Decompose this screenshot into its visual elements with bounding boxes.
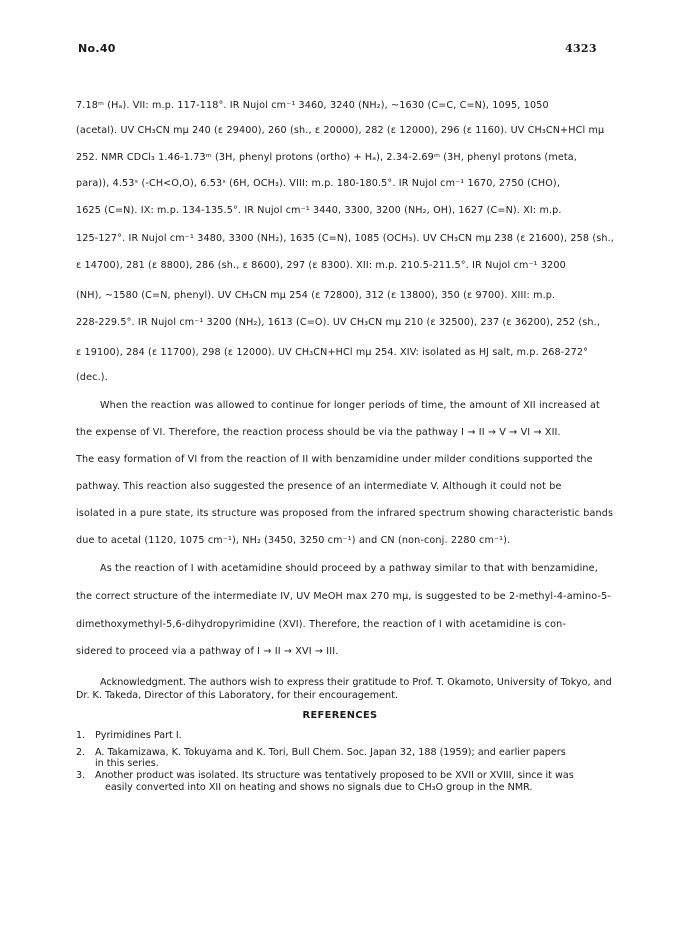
paragraph-line: pathway. This reaction also suggested the presence of an intermediate V. Although it could not be [76, 481, 562, 492]
journal-issue-number: No.40 [78, 42, 116, 55]
spectral-data-line: (NH), ~1580 (C=N, phenyl). UV CH₃CN mμ 254 (ε 72800), 312 (ε 13800), 350 (ε 9700). XIII: m.p. [76, 290, 556, 301]
spectral-data-line: (dec.). [76, 372, 108, 383]
paragraph-line: dimethoxymethyl-5,6-dihydropyrimidine (XVI). Therefore, the reaction of I with acetamidine is con- [76, 619, 566, 630]
paragraph-line: the expense of VI. Therefore, the reaction process should be via the pathway I → II → V → VI → XII. [76, 427, 561, 438]
paragraph-line: due to acetal (1120, 1075 cm⁻¹), NH₂ (3450, 3250 cm⁻¹) and CN (non-conj. 2280 cm⁻¹). [76, 535, 511, 546]
paragraph-line: The easy formation of VI from the reaction of II with benzamidine under milder conditions supported the [76, 454, 593, 465]
reference-text: Pyrimidines Part I. [95, 730, 182, 741]
reference-number: 1. [76, 730, 86, 741]
spectral-data-line: 1625 (C=N). IX: m.p. 134-135.5°. IR Nujol cm⁻¹ 3440, 3300, 3200 (NH₂, OH), 1627 (C=N). XI: m.p. [76, 205, 562, 216]
paragraph-line: When the reaction was allowed to continue for longer periods of time, the amount of XII increased at [100, 400, 600, 411]
spectral-data-line: 228-229.5°. IR Nujol cm⁻¹ 3200 (NH₂), 1613 (C=O). UV CH₃CN mμ 210 (ε 32500), 237 (ε 36200), 252 (sh., [76, 317, 601, 328]
spectral-data-line: 125-127°. IR Nujol cm⁻¹ 3480, 3300 (NH₂), 1635 (C=N), 1085 (OCH₃). UV CH₃CN mμ 238 (ε 21600), 258 (sh., [76, 233, 614, 244]
paragraph-line: the correct structure of the intermediate IV, UV MeOH max 270 mμ, is suggested to be 2-methyl-4-amino-5- [76, 591, 611, 602]
spectral-data-line: ε 14700), 281 (ε 8800), 286 (sh., ε 8600), 297 (ε 8300). XII: m.p. 210.5-211.5°. IR Nujol cm⁻¹ 3200 [76, 260, 566, 271]
paragraph-line: sidered to proceed via a pathway of I → II → XVI → III. [76, 646, 339, 657]
references-heading: REFERENCES [302, 710, 378, 721]
spectral-data-line: 7.18ᵐ (Hₐ). VII: m.p. 117-118°. IR Nujol cm⁻¹ 3460, 3240 (NH₂), ~1630 (C=C, C=N), 1095, 1050 [76, 100, 549, 111]
reference-number: 3. [76, 770, 86, 781]
reference-text: Another product was isolated. Its structure was tentatively proposed to be XVII or XVIII, since it was [95, 770, 574, 781]
acknowledgment: Acknowledgment. The authors wish to express their gratitude to Prof. T. Okamoto, University of Tokyo, and Dr. K. Takeda, Director of this Laboratory, for their encouragement. [76, 677, 612, 701]
spectral-data-line: ε 19100), 284 (ε 11700), 298 (ε 12000). UV CH₃CN+HCl mμ 254. XIV: isolated as HJ salt, m.p. 268-272° [76, 347, 589, 358]
reference-text: A. Takamizawa, K. Tokuyama and K. Tori, Bull Chem. Soc. Japan 32, 188 (1959); and earlier papers [95, 747, 566, 758]
reference-number: 2. [76, 747, 86, 758]
page-number: 4323 [565, 42, 597, 55]
paragraph-line: isolated in a pure state, its structure was proposed from the infrared spectrum showing characteristic bands [76, 508, 614, 519]
reference-text-continued: easily converted into XII on heating and shows no signals due to CH₃O group in the NMR. [105, 782, 533, 793]
spectral-data-line: para)), 4.53ˢ (-CH<O,O), 6.53ˢ (6H, OCH₃). VIII: m.p. 180-180.5°. IR Nujol cm⁻¹ 1670, 2750 (CHO), [76, 178, 561, 189]
paragraph-line: As the reaction of I with acetamidine should proceed by a pathway similar to that with benzamidine, [100, 563, 598, 574]
spectral-data-line: (acetal). UV CH₃CN mμ 240 (ε 29400), 260 (sh., ε 20000), 282 (ε 12000), 296 (ε 1160). UV CH₃CN+HCl mμ [76, 125, 605, 136]
spectral-data-line: 252. NMR CDCl₃ 1.46-1.73ᵐ (3H, phenyl protons (ortho) + Hₐ), 2.34-2.69ᵐ (3H, phenyl protons (meta, [76, 152, 578, 163]
reference-text-continued: in this series. [95, 758, 159, 769]
